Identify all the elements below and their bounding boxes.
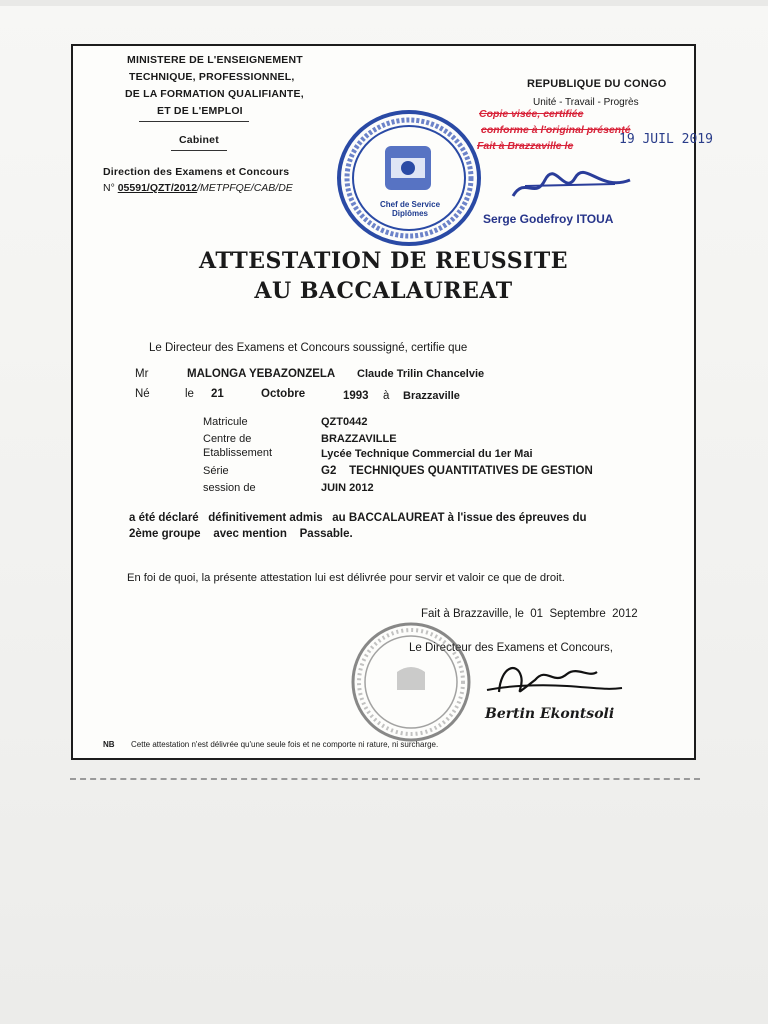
detail-value: Lycée Technique Commercial du 1er Mai	[321, 448, 533, 460]
certifier-name: Serge Godefroy ITOUA	[483, 212, 614, 226]
detail-value: QZT0442	[321, 416, 368, 428]
result-line-1: a été déclaré définitivement admis au BACCALAUREAT à l'issue des épreuves du	[129, 512, 587, 524]
republic-label: REPUBLIQUE DU CONGO	[527, 78, 667, 90]
ministry-line-3: DE LA FORMATION QUALIFIANTE,	[125, 88, 304, 100]
detail-value: BRAZZAVILLE	[321, 433, 397, 445]
ministry-line-4: ET DE L'EMPLOI	[157, 105, 243, 117]
header-divider	[139, 121, 249, 122]
born-label: Né	[135, 388, 150, 400]
certifier-signature-icon	[505, 166, 635, 206]
detail-label: Etablissement	[203, 447, 273, 459]
cabinet-label: Cabinet	[179, 134, 219, 146]
document-title-line-1: ATTESTATION DE REUSSITE	[198, 248, 569, 274]
director-title: Le Directeur des Examens et Concours,	[409, 642, 613, 654]
document-title-line-2: AU BACCALAUREAT	[254, 278, 513, 304]
ministry-line-2: TECHNIQUE, PROFESSIONNEL,	[129, 71, 295, 83]
birth-month: Octobre	[261, 388, 306, 400]
person-surname: MALONGA YEBAZONZELA	[187, 368, 336, 380]
detail-value: G2 TECHNIQUES QUANTITATIVES DE GESTION	[321, 465, 593, 477]
born-a: à	[383, 390, 390, 402]
reference-number: N° 05591/QZT/2012/METPFQE/CAB/DE	[103, 182, 293, 194]
attestation-document	[71, 44, 713, 760]
page-separator	[70, 778, 700, 780]
certified-stamp-line-1: Copie visée, certifiée	[479, 108, 584, 120]
closing-statement: En foi de quoi, la présente attestation lui est délivrée pour servir et valoir ce que de droit.	[127, 572, 565, 584]
cabinet-underline	[171, 150, 227, 151]
detail-label: Série	[203, 465, 229, 477]
certified-stamp-line-2: conforme à l'original présenté	[481, 124, 631, 136]
republic-motto: Unité - Travail - Progrès	[533, 97, 639, 108]
scan-edge	[0, 0, 768, 6]
ministry-line-1: MINISTERE DE L'ENSEIGNEMENT	[127, 54, 303, 66]
seal-stamp-icon	[335, 108, 483, 248]
director-name: Bertin Ekontsoli	[485, 706, 615, 722]
certified-stamp-line-3: Fait à Brazzaville le	[477, 140, 574, 152]
person-title: Mr	[135, 368, 149, 380]
intro-statement: Le Directeur des Examens et Concours soussigné, certifie que	[149, 342, 468, 354]
place-and-date: Fait à Brazzaville, le 01 Septembre 2012	[421, 608, 638, 620]
direction-label: Direction des Examens et Concours	[103, 166, 290, 178]
detail-label: Centre de	[203, 433, 252, 445]
detail-value: JUIN 2012	[321, 482, 374, 494]
official-seal	[335, 108, 483, 248]
director-signature-icon	[477, 656, 627, 706]
birth-day: 21	[211, 388, 224, 400]
person-firstnames: Claude Trilin Chancelvie	[357, 368, 485, 380]
director-seal-icon	[349, 620, 473, 744]
birth-place: Brazzaville	[403, 390, 460, 402]
footnote-text: Cette attestation n'est délivrée qu'une seule fois et ne comporte ni rature, ni surcharge.	[131, 740, 439, 749]
result-line-2: 2ème groupe avec mention Passable.	[129, 528, 353, 540]
detail-label: session de	[203, 482, 256, 494]
born-le: le	[185, 388, 194, 400]
footnote-nb: NB	[103, 740, 115, 749]
certification-date: 19 JUIL 2019	[619, 132, 713, 147]
seal-center-text: Chef de Service Diplômes	[379, 200, 441, 218]
detail-label: Matricule	[203, 416, 248, 428]
birth-year: 1993	[343, 390, 369, 402]
